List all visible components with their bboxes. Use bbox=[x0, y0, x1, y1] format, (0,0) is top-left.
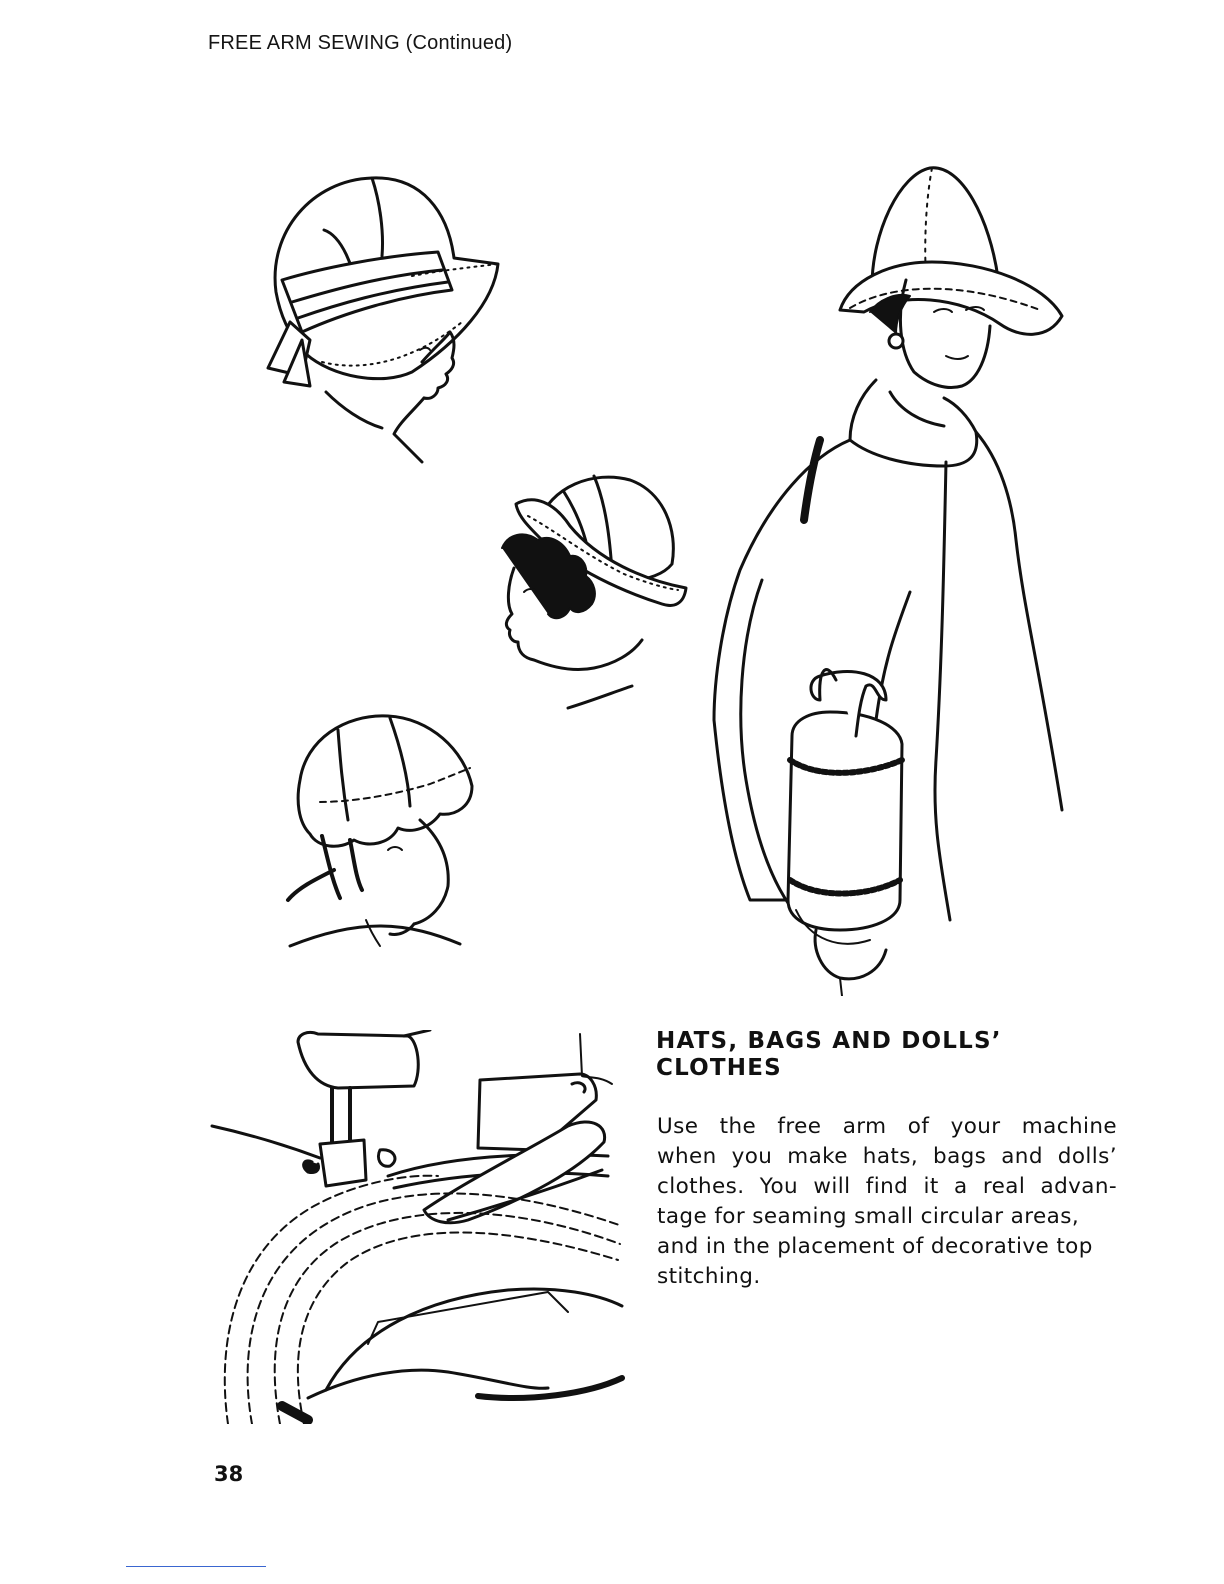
section-heading bbox=[656, 1028, 1076, 1082]
body-line: clothes. You will find it a real advan- bbox=[657, 1174, 1117, 1199]
woman-with-hat-and-bag-illustration bbox=[700, 160, 1072, 996]
woman-with-cloche-hat-illustration bbox=[262, 172, 508, 464]
page-number: 38 bbox=[214, 1462, 244, 1486]
running-head: FREE ARM SEWING (Continued) bbox=[208, 32, 513, 54]
footer-rule bbox=[126, 1566, 266, 1567]
body-line: tage for seaming small circular areas, bbox=[657, 1204, 1080, 1229]
body-line: Use the free arm of your machine bbox=[657, 1114, 1117, 1139]
body-line: and in the placement of decorative top bbox=[657, 1234, 1093, 1259]
free-arm-sewing-machine-illustration bbox=[208, 1030, 628, 1424]
section-body bbox=[657, 1112, 1117, 1292]
section-heading-line: HATS, BAGS AND DOLLS’ bbox=[656, 1028, 1002, 1054]
girl-with-paneled-bonnet-illustration bbox=[280, 710, 484, 954]
body-line: stitching. bbox=[657, 1264, 761, 1289]
child-with-round-hat-illustration bbox=[494, 464, 694, 714]
body-line: when you make hats, bags and dolls’ bbox=[657, 1144, 1117, 1169]
section-heading-line: CLOTHES bbox=[656, 1055, 782, 1081]
